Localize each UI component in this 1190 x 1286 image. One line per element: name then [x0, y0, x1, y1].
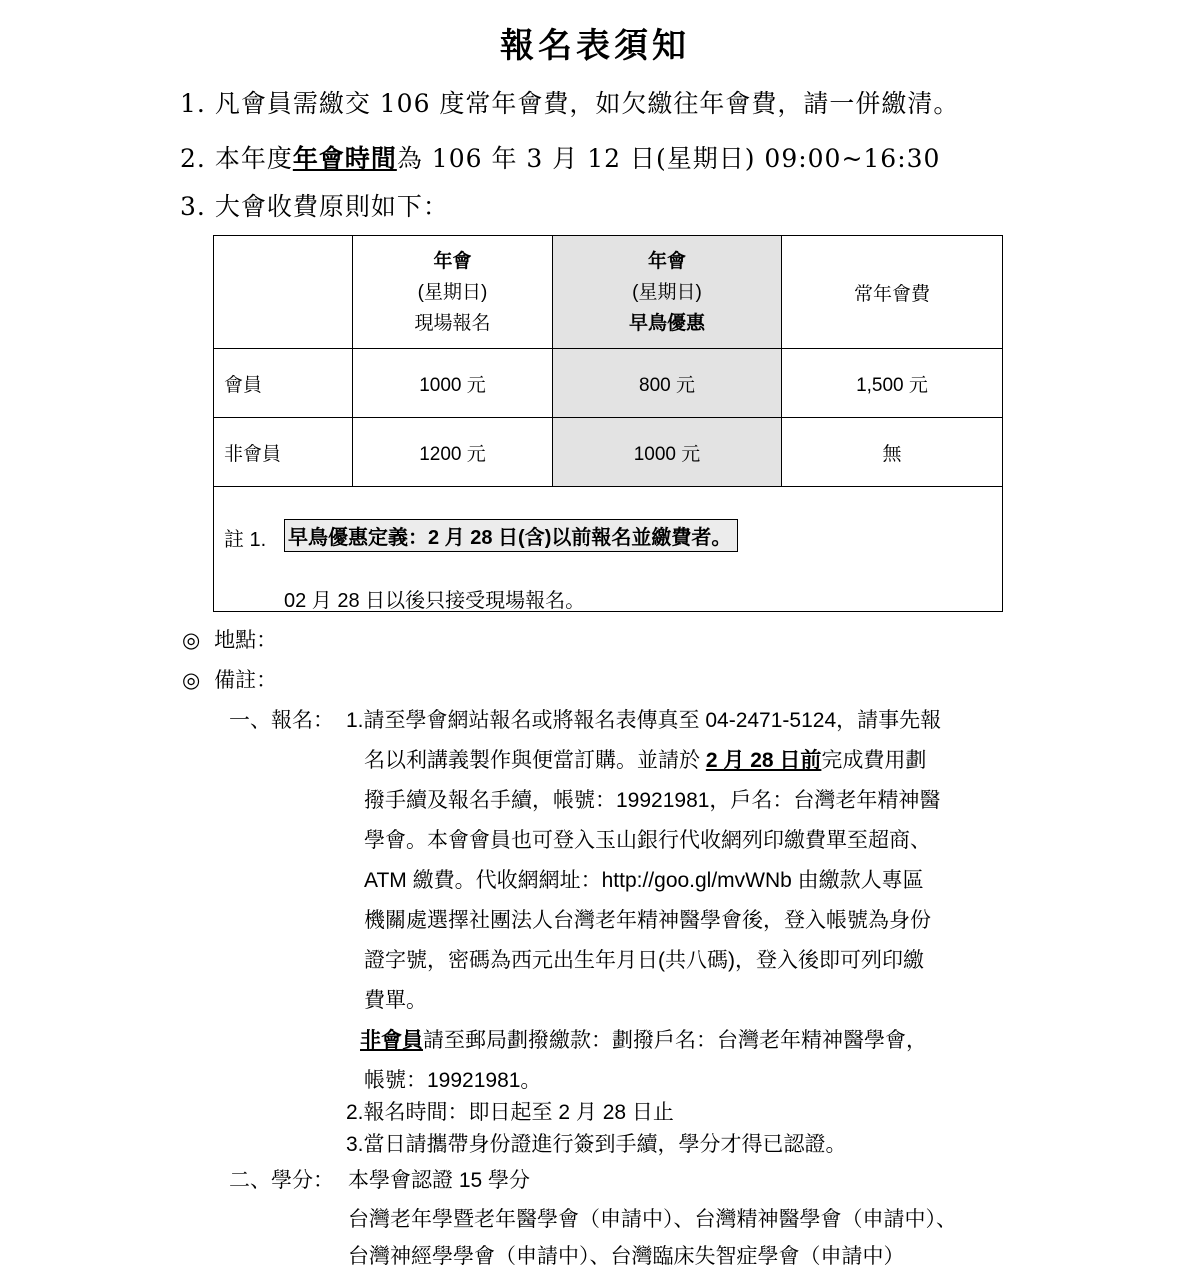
note-prefix: 註 1. — [224, 529, 267, 551]
credits-section-label: 二、學分： — [229, 1169, 334, 1192]
nonmember-account: 帳號：19921981。 — [364, 1069, 542, 1092]
fee-cell-nonmember-early: 1000 元 — [553, 418, 782, 487]
deadline-emphasis: 2 月 28 日前 — [705, 749, 822, 772]
remarks-line — [182, 664, 277, 694]
registration-p1-line6: 機關處選擇社團法人台灣老年精神醫學會後，登入帳號為身份 — [364, 909, 931, 932]
fee-cell-member-early: 800 元 — [553, 349, 782, 418]
location-label: 地點： — [214, 629, 278, 652]
item-3-text: 大會收費原則如下： — [214, 192, 449, 221]
page-title: 報名表須知 — [500, 26, 690, 66]
registration-p1-line8: 費單。 — [364, 989, 427, 1012]
note-line-2: 02 月 28 日以後只接受現場報名。 — [284, 590, 586, 612]
remarks-label: 備註： — [214, 669, 278, 692]
early-bird-definition-box: 早鳥優惠定義：2 月 28 日(含)以前報名並繳費者。 — [284, 519, 738, 552]
item-3 — [180, 187, 449, 223]
registration-p1-line7: 證字號，密碼為西元出生年月日(共八碼)，登入後即可列印繳 — [364, 949, 924, 972]
registration-p1-line2-b: 完成費用劃 — [821, 749, 927, 772]
registration-p1-line1: 1.請至學會網站報名或將報名表傳真至 04-2471-5124，請事先報 — [346, 709, 942, 732]
registration-p1-line4: 學會。本會會員也可登入玉山銀行代收網列印繳費單至超商、 — [364, 829, 931, 852]
fee-header-onsite-line2: (星期日) — [417, 281, 488, 303]
fee-cell-member-annual: 1,500 元 — [782, 349, 1003, 418]
item-2-emphasis: 年會時間 — [292, 144, 397, 173]
fee-table-corner-cell — [214, 236, 353, 349]
fee-table — [213, 235, 1003, 612]
bullet-icon: ◎ — [182, 629, 201, 652]
registration-p3: 3.當日請攜帶身份證進行簽到手續，學分才得已認證。 — [346, 1133, 847, 1156]
registration-p1-line3: 撥手續及報名手續，帳號：19921981，戶名：台灣老年精神醫 — [364, 789, 941, 812]
fee-cell-member-onsite: 1000 元 — [353, 349, 553, 418]
credits-line2: 台灣老年學暨老年醫學會（申請中）、台灣精神醫學會（申請中）、 — [348, 1208, 957, 1231]
fee-cell-nonmember-annual: 無 — [782, 418, 1003, 487]
nonmember-label: 非會員 — [360, 1029, 423, 1052]
bullet-icon: ◎ — [182, 669, 201, 692]
item-2 — [180, 139, 940, 175]
registration-p1-line2 — [364, 744, 926, 774]
fee-header-onsite — [353, 236, 553, 349]
fee-table-row — [214, 418, 1003, 487]
fee-row-label-nonmember: 非會員 — [214, 418, 353, 487]
registration-p1-line5: ATM 繳費。代收網網址：http://goo.gl/mvWNb 由繳款人專區 — [364, 869, 924, 892]
nonmember-line — [360, 1024, 927, 1054]
fee-table-row — [214, 349, 1003, 418]
fee-cell-nonmember-onsite: 1200 元 — [353, 418, 553, 487]
fee-row-label-member: 會員 — [214, 349, 353, 418]
item-2-text-before: 本年度 — [214, 144, 293, 173]
item-1-text: 凡會員需繳交 106 度常年會費，如欠繳往年會費，請一併繳清。 — [214, 89, 960, 118]
registration-p1-line2-a: 名以利講義製作與便當訂購。並請於 — [364, 749, 706, 772]
fee-header-early-line1: 年會 — [647, 250, 686, 272]
fee-header-onsite-line3: 現場報名 — [414, 312, 491, 334]
item-1-number: 1. — [180, 89, 206, 118]
item-1 — [180, 84, 959, 120]
credits-line3: 台灣神經學學會（申請中）、台灣臨床失智症學會（申請中） — [348, 1245, 905, 1268]
item-2-text-after: 為 106 年 3 月 12 日(星期日) 09:00~16:30 — [396, 144, 941, 173]
fee-header-onsite-line1: 年會 — [433, 250, 472, 272]
fee-header-annual: 常年會費 — [782, 236, 1003, 349]
fee-header-early-line2: (星期日) — [632, 281, 702, 303]
item-3-number: 3. — [180, 192, 206, 221]
location-line — [182, 624, 277, 654]
registration-p2: 2.報名時間：即日起至 2 月 28 日止 — [346, 1101, 674, 1124]
credits-text: 本學會認證 15 學分 — [348, 1169, 531, 1192]
nonmember-text: 請至郵局劃撥繳款：劃撥戶名：台灣老年精神醫學會， — [423, 1029, 927, 1052]
registration-section-label: 一、報名： — [229, 709, 334, 732]
fee-table-note-cell — [214, 487, 1003, 612]
fee-header-early-line3: 早鳥優惠 — [628, 312, 705, 334]
fee-header-early — [553, 236, 782, 349]
item-2-number: 2. — [180, 144, 206, 173]
fee-table-note-row — [214, 487, 1003, 612]
fee-table-header-row — [214, 236, 1003, 349]
